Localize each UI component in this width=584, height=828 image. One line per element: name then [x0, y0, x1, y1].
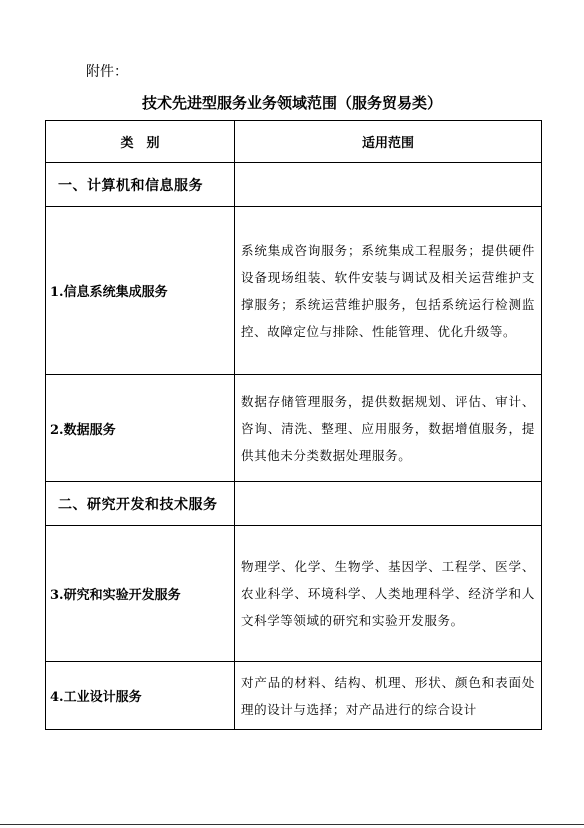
- page-bottom-rule: [0, 824, 584, 825]
- document-title: 技术先进型服务业务领域范围（服务贸易类）: [141, 94, 442, 112]
- section-row-rnd-tech: [46, 482, 542, 526]
- attachment-label: 附件：: [86, 64, 128, 80]
- category-cell: 4.工业设计服务: [46, 662, 235, 730]
- section-row-computer-info: [46, 163, 542, 207]
- scope-cell: 系统集成咨询服务；系统集成工程服务；提供硬件设备现场组装、软件安装与调试及相关运营维护支撑服务；系统运营维护服务，包括系统运行检测监控、故障定位与排除、性能管理、优化升级等。: [235, 207, 542, 375]
- category-cell: 3.研究和实验开发服务: [46, 526, 235, 662]
- table-row-industrial-design: [46, 662, 542, 730]
- service-scope-table: [45, 120, 542, 730]
- section-empty-cell: [235, 163, 542, 207]
- table-header-row: [46, 121, 542, 163]
- scope-cell: 数据存储管理服务，提供数据规划、评估、审计、咨询、清洗、整理、应用服务，数据增值服务，提供其他未分类数据处理服务。: [235, 375, 542, 482]
- section-empty-cell: [235, 482, 542, 526]
- table-row-info-system-integration: [46, 207, 542, 375]
- table-row-rnd-services: [46, 526, 542, 662]
- header-scope: 适用范围: [235, 121, 542, 163]
- table-row-data-services: [46, 375, 542, 482]
- section-label: 二、研究开发和技术服务: [46, 482, 235, 526]
- category-cell: 2.数据服务: [46, 375, 235, 482]
- scope-cell: 对产品的材料、结构、机理、形状、颜色和表面处理的设计与选择；对产品进行的综合设计: [235, 662, 542, 730]
- scope-cell: 物理学、化学、生物学、基因学、工程学、医学、农业科学、环境科学、人类地理科学、经济学和人文科学等领域的研究和实验开发服务。: [235, 526, 542, 662]
- section-label: 一、计算机和信息服务: [46, 163, 235, 207]
- category-cell: 1.信息系统集成服务: [46, 207, 235, 375]
- header-category: 类 别: [46, 121, 235, 163]
